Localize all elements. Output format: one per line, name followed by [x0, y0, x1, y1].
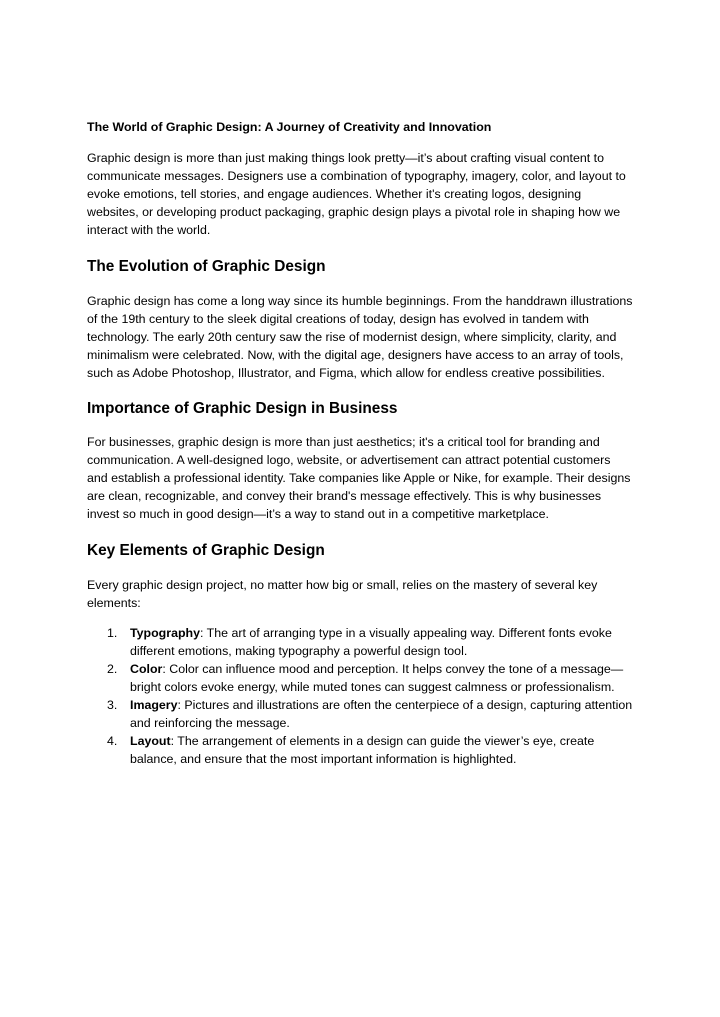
list-item — [87, 660, 634, 696]
list-item — [87, 732, 634, 768]
list-item — [87, 624, 634, 660]
list-item-term: Color — [130, 662, 163, 676]
list-item-text: : The arrangement of elements in a design can guide the viewer’s eye, create balance, and ensure that the most important information is highlighted. — [130, 734, 595, 766]
list-item-text: : Pictures and illustrations are often the centerpiece of a design, capturing attention and reinforcing the message. — [130, 698, 633, 730]
list-item-text: : The art of arranging type in a visually appealing way. Different fonts evoke different emotions, making typography a powerful design tool. — [130, 626, 612, 658]
list-item-term: Typography — [130, 626, 200, 640]
document-title: The World of Graphic Design: A Journey of Creativity and Innovation — [87, 120, 492, 134]
list-item-text: : Color can influence mood and perception. It helps convey the tone of a message—bright colors evoke energy, while muted tones can suggest calmness or professionalism. — [130, 662, 624, 694]
list-item-number: 1. — [107, 626, 118, 640]
intro-paragraph: Graphic design is more than just making things look pretty—it’s about crafting visual content to communicate messages. Designers use a combination of typography, imagery, color, and layout to evoke emotions, tell stories, and engage audiences. Whether it's creating logos, designing websites, or developing product packaging, graphic design plays a pivotal role in shaping how we interact with the world. — [87, 151, 626, 237]
list-item-number: 3. — [107, 698, 118, 712]
key-elements-list — [87, 624, 634, 768]
section-body-business: For businesses, graphic design is more than just aesthetics; it's a critical tool for branding and communication. A well-designed logo, website, or advertisement can attract potential customers and establish a professional identity. Take companies like Apple or Nike, for example. Their designs are clean, recognizable, and convey their brand's message effectively. This is why businesses invest so much in good design—it’s a way to stand out in a competitive marketplace. — [87, 435, 631, 521]
list-item-term: Layout — [130, 734, 171, 748]
section-heading-evolution: The Evolution of Graphic Design — [87, 258, 326, 275]
list-item-number: 2. — [107, 662, 118, 676]
list-item — [87, 696, 634, 732]
list-item-term: Imagery — [130, 698, 178, 712]
section-heading-key-elements: Key Elements of Graphic Design — [87, 542, 325, 559]
section-body-key-elements: Every graphic design project, no matter how big or small, relies on the mastery of several key elements: — [87, 578, 598, 610]
section-body-evolution: Graphic design has come a long way since its humble beginnings. From the handdrawn illustrations of the 19th century to the sleek digital creations of today, design has evolved in tandem with technology. The early 20th century saw the rise of modernist design, where simplicity, clarity, and minimalism were celebrated. Now, with the digital age, designers have access to an array of tools, such as Adobe Photoshop, Illustrator, and Figma, which allow for endless creative possibilities. — [87, 294, 633, 380]
section-heading-business: Importance of Graphic Design in Business — [87, 400, 398, 417]
list-item-number: 4. — [107, 734, 118, 748]
